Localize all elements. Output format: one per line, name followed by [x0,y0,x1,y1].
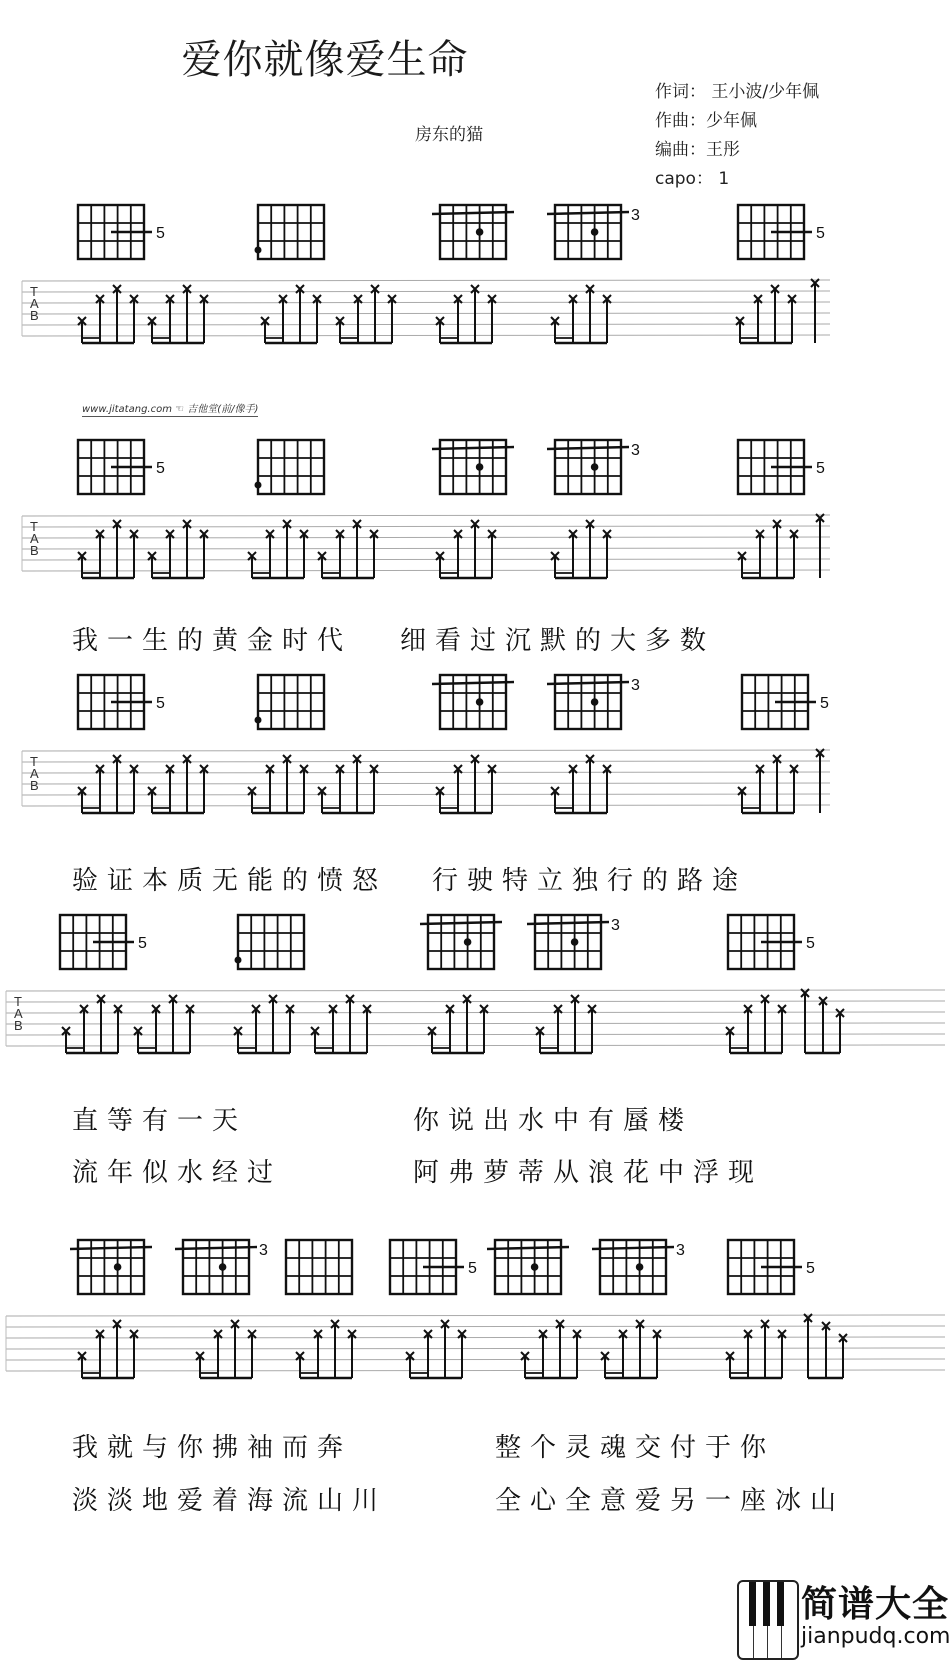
arpeggio-pattern [738,755,798,813]
svg-text:5: 5 [806,935,815,952]
chord-diagram-barre-dot [175,1240,268,1294]
lyric-line: 细看过沉默的大多数 [400,626,716,656]
svg-text:5: 5 [156,225,165,242]
chord-diagram-barre-dot [547,675,640,729]
arranger-credit: 编曲：王彤 [655,140,740,160]
svg-text:3: 3 [259,1242,268,1259]
site-watermark: www.jitatang.com ☜ 吉他堂(前/像手) [82,400,258,417]
arpeggio-pattern [521,1320,581,1378]
tab-clef-letter: A [14,1006,23,1021]
lyric-line: 你说出水中有蜃楼 [413,1106,694,1136]
arpeggio-pattern [726,1320,786,1378]
tab-staff [22,280,830,336]
svg-text:5: 5 [468,1260,477,1277]
artist-name: 房东的猫 [415,125,483,145]
chord-diagram-low-dot [255,205,325,259]
logo-name: 简谱大全 [801,1584,950,1625]
lyric-line: 整个灵魂交付于你 [495,1433,776,1463]
chord-diagram-partial-barre [78,440,165,494]
svg-text:5: 5 [156,460,165,477]
tab-clef-letter: B [14,1018,23,1033]
lyric-line: 阿弗萝蒂从浪花中浮现 [413,1158,764,1188]
chord-diagram-partial-barre [728,915,815,969]
chord-diagram-barre-dot [432,440,514,494]
svg-text:3: 3 [631,442,640,459]
svg-text:5: 5 [156,695,165,712]
arpeggio-pattern [551,755,611,813]
chord-diagram-low-dot [255,440,325,494]
chord-diagram-barre-dot [527,915,620,969]
arpeggio-pattern [736,285,796,343]
chord-diagram-partial-barre [738,205,825,259]
svg-text:3: 3 [631,207,640,224]
chord-diagram-barre-dot [432,205,514,259]
tab-staff [22,515,830,571]
piano-keys-icon [737,1580,799,1660]
chord-diagram-barre-dot [432,675,514,729]
tab-staff [6,1315,945,1371]
arpeggio-pattern [551,285,611,343]
tab-clef-letter: T [14,994,22,1009]
tab-clef-letter: A [30,766,39,781]
svg-text:3: 3 [611,917,620,934]
arpeggio-pattern [436,520,496,578]
tab-system [6,1240,945,1378]
svg-text:5: 5 [816,225,825,242]
composer-credit: 作曲：少年佩 [655,111,757,131]
tab-clef-letter: B [30,543,39,558]
tab-clef-letter: T [30,519,38,534]
chord-diagram-partial-barre [738,440,825,494]
lyric-line: 淡淡地爱着海流山川 [72,1486,388,1516]
tab-clef-letter: B [30,308,39,323]
arpeggio-pattern [551,520,611,578]
arpeggio-pattern [811,279,819,343]
arpeggio-pattern [801,989,844,1053]
chord-diagram-partial-barre [742,675,829,729]
tab-staff [22,750,830,806]
tab-clef-letter: T [30,754,38,769]
song-title: 爱你就像爱生命 [181,37,469,83]
tab-system [22,675,830,813]
svg-text:5: 5 [806,1260,815,1277]
tab-clef-letter: B [30,778,39,793]
arpeggio-pattern [436,285,496,343]
tab-clef-letter: A [30,296,39,311]
arpeggio-pattern [738,520,798,578]
svg-text:3: 3 [631,677,640,694]
chord-diagram-barre-dot [547,440,640,494]
chord-diagram-partial-barre [728,1240,815,1294]
chord-diagram-partial-barre [390,1240,477,1294]
arpeggio-pattern [436,755,496,813]
chord-diagram-low-dot [255,675,325,729]
tab-system [6,915,945,1053]
chord-diagram-barre-dot [487,1240,569,1294]
svg-text:5: 5 [138,935,147,952]
chord-diagram-barre-dot [547,205,640,259]
lyric-line: 行驶特立独行的路途 [432,866,748,896]
arpeggio-pattern [601,1320,661,1378]
capo-info: capo： 1 [655,169,730,189]
lyric-line: 直等有一天 [72,1106,248,1136]
chord-diagram-barre-dot [592,1240,685,1294]
svg-text:5: 5 [820,695,829,712]
lyric-line: 流年似水经过 [72,1158,283,1188]
chord-diagram-partial-barre [60,915,147,969]
arpeggio-pattern [816,514,824,578]
logo-url: jianpudq.com [801,1624,950,1649]
tab-system [22,440,830,578]
chord-diagram-barre-dot [420,915,502,969]
arpeggio-pattern [816,749,824,813]
lyric-line: 我就与你拂袖而奔 [72,1433,353,1463]
arpeggio-pattern [536,995,596,1053]
chord-diagram-partial-barre [78,205,165,259]
lyric-line: 全心全意爱另一座冰山 [495,1486,846,1516]
lyric-line: 我一生的黄金时代 [72,626,353,656]
chord-diagram-barre-dot [70,1240,152,1294]
lyricist-credit: 作词： 王小波/少年佩 [655,82,820,102]
chord-diagram-open [286,1240,352,1294]
chord-diagram-low-dot [235,915,305,969]
tab-clef-letter: A [30,531,39,546]
chord-diagram-partial-barre [78,675,165,729]
tab-clef-letter: T [30,284,38,299]
svg-text:3: 3 [676,1242,685,1259]
lyric-line: 验证本质无能的愤怒 [72,866,388,896]
svg-text:5: 5 [816,460,825,477]
site-logo [737,1580,950,1658]
arpeggio-pattern [804,1314,847,1378]
tab-system [22,205,830,343]
arpeggio-pattern [726,995,786,1053]
